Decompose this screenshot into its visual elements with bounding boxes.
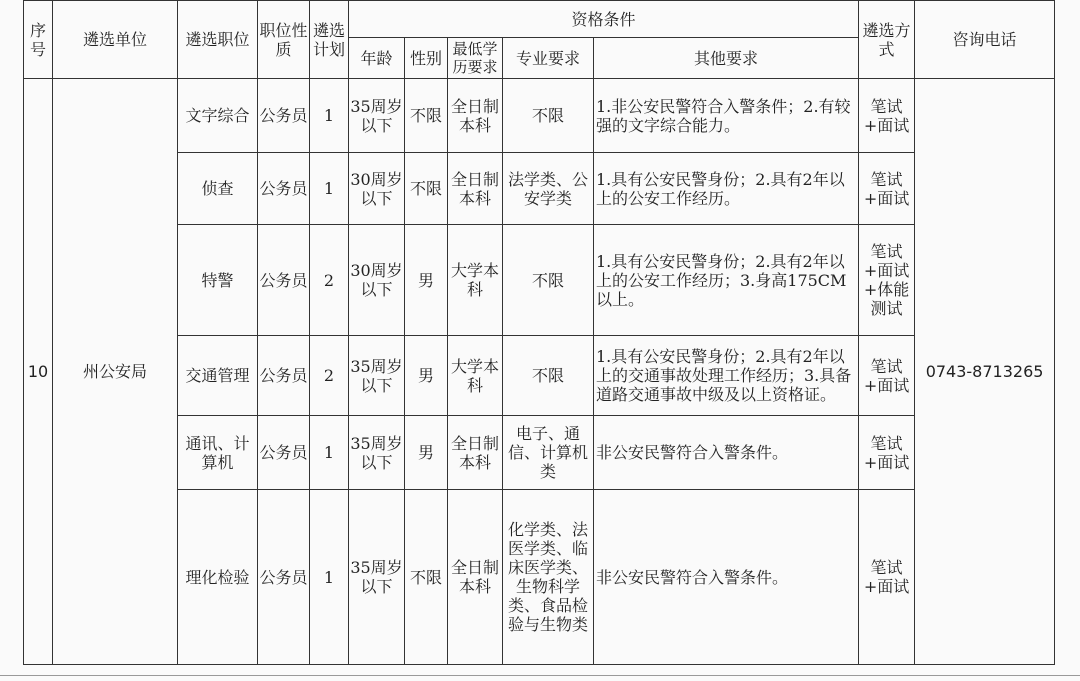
row-plan: 2 bbox=[310, 225, 349, 336]
row-other: 1.具有公安民警身份；2.具有2年以上的交通事故处理工作经历；3.具备道路交通事故中级及以上资格证。 bbox=[594, 336, 859, 416]
row-nature: 公务员 bbox=[258, 336, 310, 416]
row-other: 非公安民警符合入警条件。 bbox=[594, 416, 859, 490]
row-major: 不限 bbox=[503, 336, 594, 416]
group-phone: 0743-8713265 bbox=[915, 79, 1055, 665]
header-position: 遴选职位 bbox=[178, 1, 258, 79]
header-age: 年龄 bbox=[349, 38, 405, 79]
row-plan: 1 bbox=[310, 79, 349, 153]
row-age: 30周岁以下 bbox=[349, 153, 405, 225]
row-education: 大学本科 bbox=[448, 225, 503, 336]
table-row bbox=[24, 79, 1055, 153]
row-major: 电子、通信、计算机类 bbox=[503, 416, 594, 490]
header-unit: 遴选单位 bbox=[53, 1, 178, 79]
row-major: 不限 bbox=[503, 79, 594, 153]
row-position: 理化检验 bbox=[178, 490, 258, 665]
row-gender: 不限 bbox=[405, 490, 448, 665]
row-position: 侦查 bbox=[178, 153, 258, 225]
header-phone: 咨询电话 bbox=[915, 1, 1055, 79]
table-row bbox=[24, 490, 1055, 665]
row-other: 非公安民警符合入警条件。 bbox=[594, 490, 859, 665]
header-gender: 性别 bbox=[405, 38, 448, 79]
header-major: 专业要求 bbox=[503, 38, 594, 79]
row-education: 全日制本科 bbox=[448, 416, 503, 490]
row-method: 笔试+面试 bbox=[859, 416, 915, 490]
row-plan: 1 bbox=[310, 153, 349, 225]
row-method: 笔试+面试+体能测试 bbox=[859, 225, 915, 336]
row-education: 全日制本科 bbox=[448, 79, 503, 153]
row-major: 不限 bbox=[503, 225, 594, 336]
row-other: 1.具有公安民警身份；2.具有2年以上的公安工作经历。 bbox=[594, 153, 859, 225]
row-nature: 公务员 bbox=[258, 79, 310, 153]
row-major: 法学类、公安学类 bbox=[503, 153, 594, 225]
row-education: 大学本科 bbox=[448, 336, 503, 416]
row-gender: 男 bbox=[405, 336, 448, 416]
row-age: 35周岁以下 bbox=[349, 336, 405, 416]
row-age: 30周岁以下 bbox=[349, 225, 405, 336]
table-row bbox=[24, 416, 1055, 490]
row-plan: 1 bbox=[310, 490, 349, 665]
row-method: 笔试+面试 bbox=[859, 79, 915, 153]
row-education: 全日制本科 bbox=[448, 490, 503, 665]
row-position: 交通管理 bbox=[178, 336, 258, 416]
header-plan: 遴选计划 bbox=[310, 1, 349, 79]
header-seq: 序号 bbox=[24, 1, 53, 79]
row-method: 笔试+面试 bbox=[859, 490, 915, 665]
header-nature: 职位性质 bbox=[258, 1, 310, 79]
page-bottom-divider bbox=[0, 675, 1080, 676]
row-nature: 公务员 bbox=[258, 490, 310, 665]
header-other: 其他要求 bbox=[594, 38, 859, 79]
row-age: 35周岁以下 bbox=[349, 416, 405, 490]
row-age: 35周岁以下 bbox=[349, 79, 405, 153]
row-position: 通讯、计算机 bbox=[178, 416, 258, 490]
header-method: 遴选方式 bbox=[859, 1, 915, 79]
row-plan: 2 bbox=[310, 336, 349, 416]
row-education: 全日制本科 bbox=[448, 153, 503, 225]
row-gender: 男 bbox=[405, 225, 448, 336]
row-gender: 不限 bbox=[405, 153, 448, 225]
row-other: 1.非公安民警符合入警条件；2.有较强的文字综合能力。 bbox=[594, 79, 859, 153]
row-nature: 公务员 bbox=[258, 153, 310, 225]
table-row bbox=[24, 336, 1055, 416]
row-other: 1.具有公安民警身份；2.具有2年以上的公安工作经历；3.身高175CM以上。 bbox=[594, 225, 859, 336]
row-gender: 不限 bbox=[405, 79, 448, 153]
row-age: 35周岁以下 bbox=[349, 490, 405, 665]
row-method: 笔试+面试 bbox=[859, 153, 915, 225]
group-unit: 州公安局 bbox=[53, 79, 178, 665]
row-nature: 公务员 bbox=[258, 225, 310, 336]
group-seq: 10 bbox=[24, 79, 53, 665]
selection-table bbox=[23, 0, 1055, 665]
row-method: 笔试+面试 bbox=[859, 336, 915, 416]
row-plan: 1 bbox=[310, 416, 349, 490]
row-position: 特警 bbox=[178, 225, 258, 336]
row-gender: 男 bbox=[405, 416, 448, 490]
row-nature: 公务员 bbox=[258, 416, 310, 490]
row-major: 化学类、法医学类、临床医学类、生物科学类、食品检验与生物类 bbox=[503, 490, 594, 665]
table-row bbox=[24, 153, 1055, 225]
row-position: 文字综合 bbox=[178, 79, 258, 153]
table-row bbox=[24, 225, 1055, 336]
header-education: 最低学历要求 bbox=[448, 38, 503, 79]
header-row-1 bbox=[24, 1, 1055, 38]
header-qualifications: 资格条件 bbox=[349, 1, 859, 38]
